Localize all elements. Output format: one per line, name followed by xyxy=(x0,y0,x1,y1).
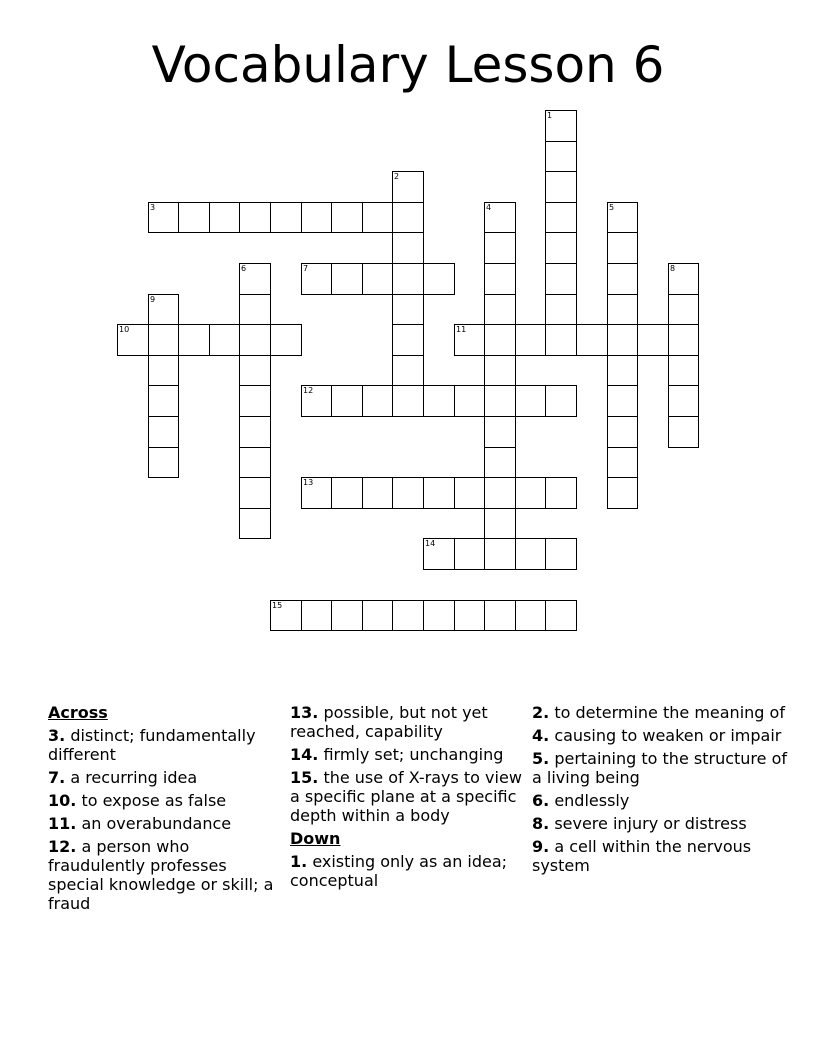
clue-text: to determine the meaning of xyxy=(554,703,785,722)
grid-cell[interactable] xyxy=(607,324,638,356)
grid-cell[interactable] xyxy=(515,477,546,509)
clue-across-12 xyxy=(48,837,280,913)
grid-cell[interactable] xyxy=(607,232,638,264)
grid-cell[interactable] xyxy=(484,508,516,539)
grid-cell[interactable] xyxy=(148,355,179,386)
grid-cell[interactable] xyxy=(117,324,149,356)
grid-cell[interactable] xyxy=(484,385,516,417)
grid-cell[interactable] xyxy=(545,141,577,172)
grid-cell[interactable] xyxy=(454,600,485,631)
cell-number: 13 xyxy=(303,478,314,487)
grid-cell[interactable] xyxy=(454,385,485,417)
cell-number: 10 xyxy=(119,325,130,334)
clue-number: 10. xyxy=(48,791,77,810)
cell-number: 5 xyxy=(609,203,615,212)
cell-number: 11 xyxy=(456,325,467,334)
grid-cell[interactable] xyxy=(484,263,516,295)
grid-cell[interactable] xyxy=(392,600,424,631)
grid-cell[interactable] xyxy=(331,263,363,295)
clue-across-14 xyxy=(290,745,526,764)
grid-cell[interactable] xyxy=(607,416,638,448)
clue-across-15 xyxy=(290,768,526,825)
grid-cell[interactable] xyxy=(331,385,363,417)
grid-cell[interactable] xyxy=(239,447,271,478)
grid-cell[interactable] xyxy=(668,324,699,356)
grid-cell[interactable] xyxy=(392,263,424,295)
grid-cell[interactable] xyxy=(392,355,424,386)
clue-number: 13. xyxy=(290,703,319,722)
clue-text: existing only as an idea; conceptual xyxy=(290,852,508,890)
clue-text: a cell within the nervous system xyxy=(532,837,752,875)
clue-across-11 xyxy=(48,814,280,833)
cell-number: 2 xyxy=(394,172,400,181)
cell-number: 14 xyxy=(425,539,436,548)
grid-cell[interactable] xyxy=(484,294,516,325)
grid-cell[interactable] xyxy=(239,355,271,386)
clue-number: 15. xyxy=(290,768,319,787)
cell-number: 6 xyxy=(241,264,247,273)
page-title: Vocabulary Lesson 6 xyxy=(151,36,665,94)
grid-cell[interactable] xyxy=(454,324,485,356)
grid-cell[interactable] xyxy=(545,600,577,631)
grid-cell[interactable] xyxy=(484,324,516,356)
grid-cell[interactable] xyxy=(392,171,424,203)
clue-text: to expose as false xyxy=(81,791,227,810)
grid-cell[interactable] xyxy=(148,324,179,356)
grid-cell[interactable] xyxy=(178,324,210,356)
grid-cell[interactable] xyxy=(209,202,240,233)
grid-cell[interactable] xyxy=(484,477,516,509)
grid-cell[interactable] xyxy=(484,416,516,448)
grid-cell[interactable] xyxy=(668,416,699,448)
clue-number: 9. xyxy=(532,837,550,856)
grid-cell[interactable] xyxy=(148,447,179,478)
grid-cell[interactable] xyxy=(668,385,699,417)
cell-number: 4 xyxy=(486,203,492,212)
grid-cell[interactable] xyxy=(270,202,302,233)
grid-cell[interactable] xyxy=(239,416,271,448)
grid-cell[interactable] xyxy=(607,263,638,295)
grid-cell[interactable] xyxy=(576,324,608,356)
grid-cell[interactable] xyxy=(148,416,179,448)
clue-down-4 xyxy=(532,726,792,745)
clue-text: causing to weaken or impair xyxy=(554,726,782,745)
clue-down-5 xyxy=(532,749,792,787)
grid-cell[interactable] xyxy=(545,171,577,203)
clue-number: 6. xyxy=(532,791,550,810)
grid-cell[interactable] xyxy=(178,202,210,233)
grid-cell[interactable] xyxy=(515,600,546,631)
grid-cell[interactable] xyxy=(392,324,424,356)
grid-cell[interactable] xyxy=(423,385,455,417)
grid-cell[interactable] xyxy=(270,600,302,631)
clue-number: 12. xyxy=(48,837,77,856)
clue-across-3 xyxy=(48,726,280,764)
grid-cell[interactable] xyxy=(148,385,179,417)
clue-down-8 xyxy=(532,814,792,833)
grid-cell[interactable] xyxy=(454,538,485,570)
grid-cell[interactable] xyxy=(148,294,179,325)
cell-number: 7 xyxy=(303,264,309,273)
grid-cell[interactable] xyxy=(301,202,332,233)
clue-down-6 xyxy=(532,791,792,810)
grid-cell[interactable] xyxy=(239,202,271,233)
clue-down-1 xyxy=(290,852,526,890)
grid-cell[interactable] xyxy=(515,324,546,356)
clue-text: endlessly xyxy=(554,791,630,810)
grid-cell[interactable] xyxy=(484,355,516,386)
grid-cell[interactable] xyxy=(209,324,240,356)
clue-number: 8. xyxy=(532,814,550,833)
grid-cell[interactable] xyxy=(270,324,302,356)
grid-cell[interactable] xyxy=(545,232,577,264)
clue-number: 5. xyxy=(532,749,550,768)
grid-cell[interactable] xyxy=(607,294,638,325)
grid-cell[interactable] xyxy=(423,538,455,570)
grid-cell[interactable] xyxy=(545,538,577,570)
cell-number: 3 xyxy=(150,203,156,212)
clue-across-10 xyxy=(48,791,280,810)
grid-cell[interactable] xyxy=(545,477,577,509)
grid-cell[interactable] xyxy=(668,355,699,386)
grid-cell[interactable] xyxy=(362,263,393,295)
grid-cell[interactable] xyxy=(607,385,638,417)
clue-text: the use of X-rays to view a specific plane at a specific depth within a body xyxy=(290,768,522,825)
grid-cell[interactable] xyxy=(148,202,179,233)
cell-number: 1 xyxy=(547,111,553,120)
clue-number: 3. xyxy=(48,726,66,745)
grid-cell[interactable] xyxy=(362,202,393,233)
grid-cell[interactable] xyxy=(484,232,516,264)
clue-across-7 xyxy=(48,768,280,787)
grid-cell[interactable] xyxy=(392,232,424,264)
clue-text: an overabundance xyxy=(81,814,232,833)
clues-column-2 xyxy=(290,703,526,894)
grid-cell[interactable] xyxy=(301,263,332,295)
clue-number: 7. xyxy=(48,768,66,787)
grid-cell[interactable] xyxy=(392,202,424,233)
grid-cell[interactable] xyxy=(392,477,424,509)
clues-column-1 xyxy=(48,703,280,917)
grid-cell[interactable] xyxy=(362,477,393,509)
grid-cell[interactable] xyxy=(423,263,455,295)
grid-cell[interactable] xyxy=(545,385,577,417)
grid-cell[interactable] xyxy=(331,477,363,509)
grid-cell[interactable] xyxy=(239,263,271,295)
grid-cell[interactable] xyxy=(239,385,271,417)
grid-cell[interactable] xyxy=(239,508,271,539)
grid-cell[interactable] xyxy=(607,477,638,509)
grid-cell[interactable] xyxy=(484,600,516,631)
cell-number: 9 xyxy=(150,295,156,304)
grid-cell[interactable] xyxy=(301,600,332,631)
clue-down-9 xyxy=(532,837,792,875)
grid-cell[interactable] xyxy=(423,600,455,631)
clue-text: distinct; fundamentally different xyxy=(48,726,256,764)
down-heading: Down xyxy=(290,829,341,848)
grid-cell[interactable] xyxy=(239,324,271,356)
cell-number: 12 xyxy=(303,386,314,395)
clue-down-2 xyxy=(532,703,792,722)
grid-cell[interactable] xyxy=(484,538,516,570)
grid-cell[interactable] xyxy=(545,324,577,356)
grid-cell[interactable] xyxy=(239,477,271,509)
grid-cell[interactable] xyxy=(607,355,638,386)
clues-column-3 xyxy=(532,703,792,879)
grid-cell[interactable] xyxy=(331,202,363,233)
clue-number: 14. xyxy=(290,745,319,764)
clue-text: a person who fraudulently professes special knowledge or skill; a fraud xyxy=(48,837,274,913)
grid-cell[interactable] xyxy=(545,202,577,233)
clue-text: firmly set; unchanging xyxy=(323,745,504,764)
grid-cell[interactable] xyxy=(515,538,546,570)
grid-cell[interactable] xyxy=(392,294,424,325)
grid-cell[interactable] xyxy=(607,202,638,233)
grid-cell[interactable] xyxy=(392,385,424,417)
clue-number: 1. xyxy=(290,852,308,871)
grid-cell[interactable] xyxy=(545,294,577,325)
grid-cell[interactable] xyxy=(668,294,699,325)
clue-text: a recurring idea xyxy=(70,768,198,787)
grid-cell[interactable] xyxy=(545,263,577,295)
grid-cell[interactable] xyxy=(515,385,546,417)
grid-cell[interactable] xyxy=(362,385,393,417)
clue-number: 11. xyxy=(48,814,77,833)
grid-cell[interactable] xyxy=(454,477,485,509)
grid-cell[interactable] xyxy=(423,477,455,509)
across-heading: Across xyxy=(48,703,108,722)
grid-cell[interactable] xyxy=(484,447,516,478)
clue-text: possible, but not yet reached, capability xyxy=(290,703,488,741)
clue-text: severe injury or distress xyxy=(554,814,747,833)
grid-cell[interactable] xyxy=(484,202,516,233)
clue-number: 2. xyxy=(532,703,550,722)
grid-cell[interactable] xyxy=(301,477,332,509)
clue-number: 4. xyxy=(532,726,550,745)
grid-cell[interactable] xyxy=(668,263,699,295)
grid-cell[interactable] xyxy=(362,600,393,631)
clue-text: pertaining to the structure of a living being xyxy=(532,749,787,787)
grid-cell[interactable] xyxy=(331,600,363,631)
grid-cell[interactable] xyxy=(637,324,669,356)
grid-cell[interactable] xyxy=(607,447,638,478)
grid-cell[interactable] xyxy=(545,110,577,142)
grid-cell[interactable] xyxy=(239,294,271,325)
cell-number: 8 xyxy=(670,264,676,273)
cell-number: 15 xyxy=(272,601,283,610)
clue-across-13 xyxy=(290,703,526,741)
grid-cell[interactable] xyxy=(301,385,332,417)
